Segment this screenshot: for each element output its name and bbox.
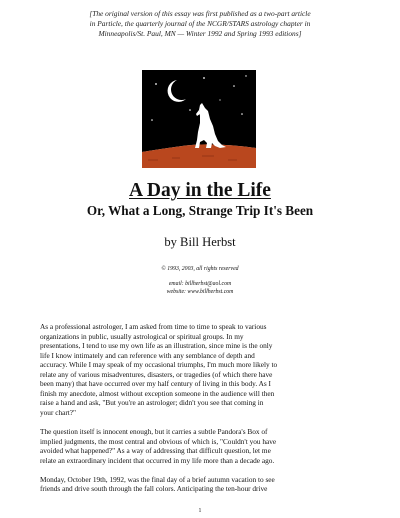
text-line: life I know intimately and can reference with any semblance of depth and xyxy=(40,350,255,360)
text-line: raise a hand and ask, "But you're an astrologer; didn't you see that coming in xyxy=(40,398,264,408)
essay-title: A Day in the Life xyxy=(129,180,271,201)
text-line: Monday, October 19th, 1992, was the final day of a brief autumn vacation to see xyxy=(40,474,275,484)
text-line: implied judgments, the most central and obvious of which is, "Couldn't you have xyxy=(40,436,277,446)
page-number: 1 xyxy=(198,508,202,514)
text-line: As a professional astrologer, I am asked from time to time to speak to various xyxy=(40,322,267,331)
star xyxy=(155,83,157,85)
copyright-notice: © 1993, 2003, all rights reserved xyxy=(161,266,239,272)
author-byline: by Bill Herbst xyxy=(164,235,236,249)
star xyxy=(219,99,220,100)
star xyxy=(241,113,243,115)
website-text: website: www.billherbst.com xyxy=(166,288,234,295)
paragraph xyxy=(40,322,362,417)
paragraph xyxy=(40,475,362,494)
coyote-illustration xyxy=(142,70,256,168)
text-line: avoided what happened?" As a way of addressing that difficult question, let me xyxy=(40,446,271,456)
text-line: finish my anecdote, almost without exception someone in the audience will then xyxy=(40,388,275,398)
publication-note-line: in Particle, the quarterly journal of the NCGR/STARS astrology chapter in xyxy=(89,19,311,28)
essay-body xyxy=(40,322,362,503)
star xyxy=(189,109,191,111)
text-line: relate any of various misadventures, disasters, or tragedies (of which there have xyxy=(40,369,273,379)
text-line: presentations, I tend to use my own life as an illustration, since mine is the only xyxy=(40,341,273,351)
text-line: The question itself is innocent enough, but it carries a subtle Pandora's Box of xyxy=(40,426,268,436)
publication-note-line: Minneapolis/St. Paul, MN — Winter 1992 and Spring 1993 editions] xyxy=(98,29,302,38)
contact-info xyxy=(0,281,400,296)
text-line: organizations in public, usually astrological or spiritual groups. In my xyxy=(40,331,244,341)
star xyxy=(245,75,246,76)
publication-note xyxy=(40,9,360,39)
publication-note-line: [The original version of this essay was first published as a two-part article xyxy=(89,9,311,18)
star xyxy=(203,77,205,79)
star xyxy=(151,119,153,121)
email-text: email: billherbst@aol.com xyxy=(168,281,232,287)
star xyxy=(233,85,235,87)
howling-coyote-moon-icon xyxy=(142,70,256,168)
text-line: friends and drive south through the fall colors. Anticipating the ten-hour drive xyxy=(40,484,268,494)
text-line: relate an extraordinary incident that occurred in my life more than a decade ago. xyxy=(40,455,275,465)
text-line: your chart?" xyxy=(40,407,76,417)
text-line: been many) that have occurred over my half century of living in this body. As I xyxy=(40,379,271,389)
essay-subtitle: Or, What a Long, Strange Trip It's Been xyxy=(86,203,314,218)
paragraph xyxy=(40,427,362,465)
text-line: accuracy. While I may speak of my occasional triumphs, I'm much more likely to xyxy=(40,360,278,370)
